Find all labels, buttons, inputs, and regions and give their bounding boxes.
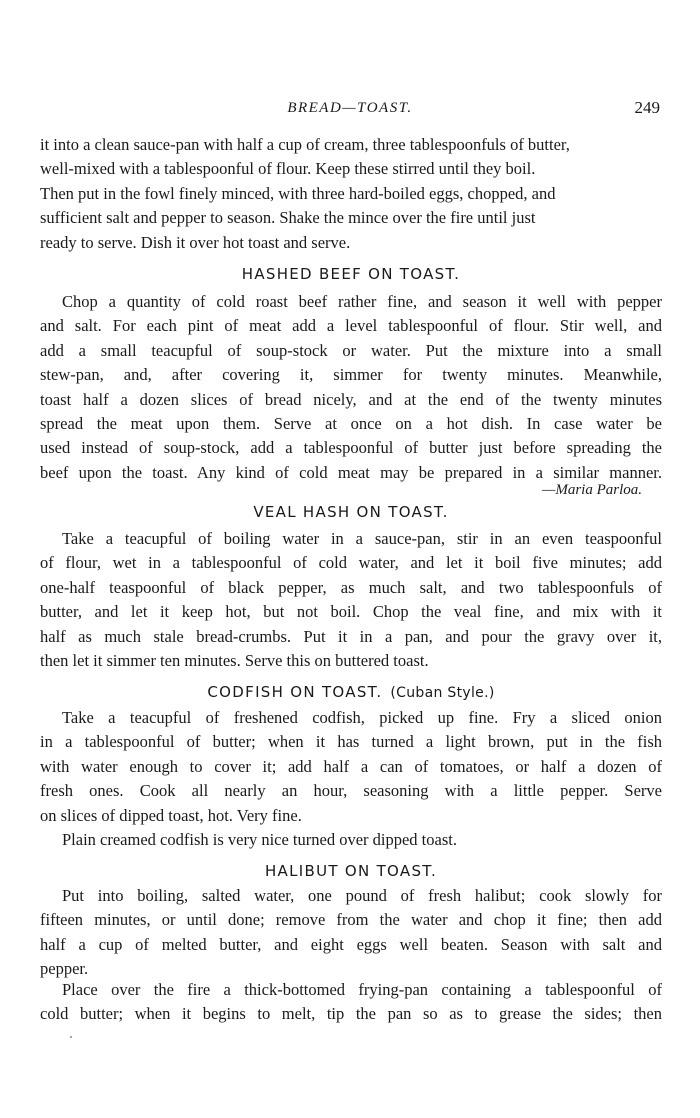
text-line: then let it simmer ten minutes. Serve this on buttered toast.: [40, 651, 429, 671]
text-line: half as much stale bread-crumbs. Put it in a pan, and pour the gravy over it,: [40, 626, 662, 646]
text-line: Place over the fire a thick-bottomed frying-pan containing a tablespoonful of: [62, 980, 662, 999]
page-number: 249: [634, 98, 660, 117]
text-line: used instead of soup-stock, add a tablespoonful of butter just before spreading the: [40, 438, 662, 458]
codfish-paragraph: [40, 706, 662, 852]
print-speck: [70, 1036, 72, 1038]
text-line: with water enough to cover it; add half a can of tomatoes, or half a dozen of: [40, 756, 662, 776]
text-line: Then put in the fowl finely minced, with three hard-boiled eggs, chopped, and: [40, 183, 556, 203]
text-line: half a cup of melted butter, and eight eggs well beaten. Season with salt and: [40, 934, 662, 954]
text-line: cold butter; when it begins to melt, tip the pan so as to grease the sides; then: [40, 1004, 662, 1024]
section-heading-hashed-beef: HASHED BEEF ON TOAST.: [241, 265, 461, 283]
text-line: on slices of dipped toast, hot. Very fine.: [40, 805, 302, 825]
heading-title: CODFISH ON TOAST.: [207, 683, 383, 701]
text-line: ready to serve. Dish it over hot toast and serve.: [40, 232, 351, 252]
text-line: and salt. For each pint of meat add a level tablespoonful of flour. Stir well, and: [40, 316, 662, 336]
text-line: it into a clean sauce-pan with half a cup of cream, three tablespoonfuls of butter,: [40, 135, 570, 154]
text-line: add a small teacupful of soup-stock or water. Put the mixture into a small: [40, 340, 662, 360]
veal-hash-paragraph: [40, 527, 662, 673]
text-line: butter, and let it keep hot, but not boil. Chop the veal fine, and mix with it: [40, 602, 662, 622]
text-line: stew-pan, and, after covering it, simmer for twenty minutes. Meanwhile,: [40, 365, 662, 385]
halibut-paragraph: [40, 884, 662, 982]
text-line: well-mixed with a tablespoonful of flour. Keep these stirred until they boil.: [40, 159, 536, 179]
text-line: fifteen minutes, or until done; remove from the water and chop it fine; then add: [40, 910, 662, 930]
text-line: sufficient salt and pepper to season. Shake the mince over the fire until just: [40, 208, 536, 228]
continuation-paragraph: [40, 133, 662, 255]
halibut-paragraph-2: [40, 978, 662, 1027]
section-heading-veal-hash: VEAL HASH ON TOAST.: [253, 503, 449, 521]
text-line: beef upon the toast. Any kind of cold meat may be prepared in a similar manner.: [40, 462, 662, 482]
hashed-beef-paragraph: [40, 290, 662, 485]
running-head: [40, 100, 660, 124]
section-heading-halibut: HALIBUT ON TOAST.: [264, 862, 438, 880]
text-line: pepper.: [40, 959, 89, 979]
text-line: fresh ones. Cook all nearly an hour, seasoning with a little pepper. Serve: [40, 781, 662, 801]
running-title: BREAD—TOAST.: [287, 100, 413, 116]
attribution: —Maria Parloa.: [541, 482, 642, 498]
text-line: Take a teacupful of boiling water in a sauce-pan, stir in an even teaspoonful: [62, 529, 662, 548]
text-line: of flour, wet in a tablespoonful of cold water, and let it boil five minutes; add: [40, 553, 662, 573]
text-line: Chop a quantity of cold roast beef rather fine, and season it well with pepper: [62, 292, 662, 311]
section-heading-codfish: [40, 683, 662, 701]
text-line: Put into boiling, salted water, one pound of fresh halibut; cook slowly for: [62, 886, 662, 905]
text-line: Take a teacupful of freshened codfish, picked up fine. Fry a sliced onion: [62, 708, 662, 727]
text-line: spread the meat upon them. Serve at once on a hot dish. In case water be: [40, 414, 662, 434]
text-line: one-half teaspoonful of black pepper, as much salt, and two tablespoonfuls of: [40, 577, 662, 597]
text-line: toast half a dozen slices of bread nicely, and at the end of the twenty minutes: [40, 389, 662, 409]
text-line: Plain creamed codfish is very nice turned over dipped toast.: [62, 830, 457, 850]
heading-note: (Cuban Style.): [390, 685, 495, 701]
text-line: in a tablespoonful of butter; when it has turned a light brown, put in the fish: [40, 732, 662, 752]
